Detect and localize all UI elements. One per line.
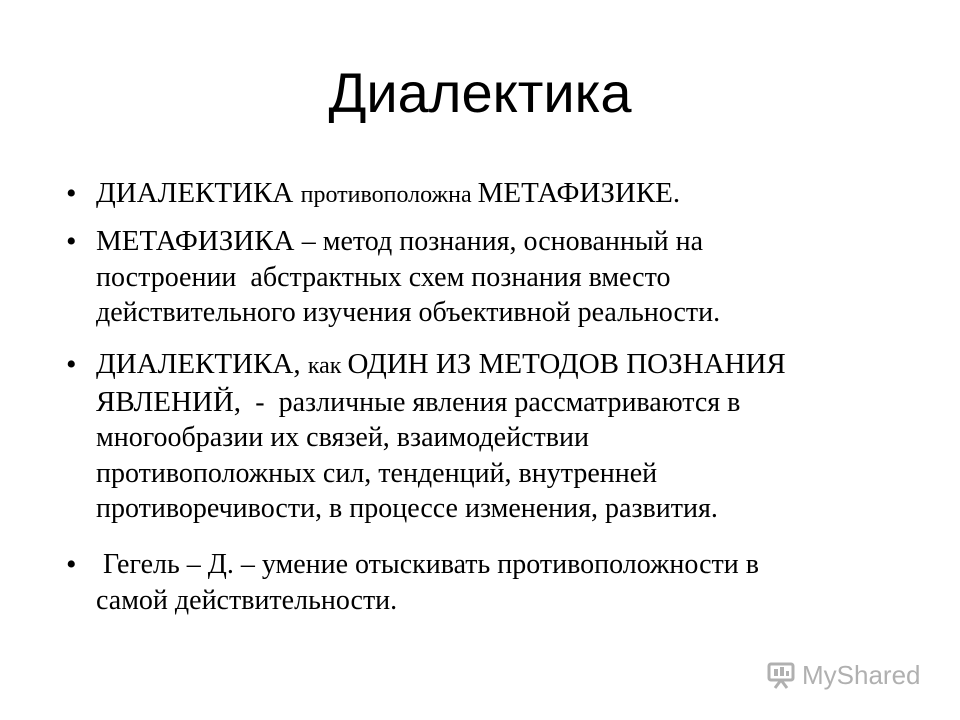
text-segment: построении абстрактных схем познания вместо (96, 261, 671, 293)
bullet-text (96, 224, 886, 331)
text-segment: самой действительности. (96, 584, 398, 616)
text-segment: ДИАЛЕКТИКА, (96, 348, 308, 380)
bullet-line (96, 456, 886, 492)
bullet-line (96, 176, 886, 214)
text-segment: многообразии их связей, взаимодействии (96, 422, 589, 453)
text-segment: Гегель – Д. – умение отыскивать противоположности в (96, 549, 759, 580)
text-segment: противоположна (300, 182, 478, 208)
text-segment: – метод познания, основанный на (301, 226, 704, 257)
text-segment: противоречивости, в процессе изменения, развития. (96, 493, 718, 524)
bullet-line (96, 491, 886, 527)
text-segment: МЕТАФИЗИКЕ. (477, 177, 681, 209)
bullet-marker: • (66, 177, 77, 210)
text-segment: МЕТАФИЗИКА (96, 225, 302, 257)
text-segment: ЯВЛЕНИЙ, (96, 385, 249, 418)
presentation-board-icon (766, 661, 796, 689)
text-segment: - различные явления рассматриваются в (248, 386, 741, 418)
text-segment: противоположных сил, тенденций, внутренней (96, 457, 658, 489)
text-segment: как (307, 353, 348, 379)
bullet-line (96, 547, 886, 583)
slide-title: Диалектика (328, 61, 632, 124)
bullet-line (96, 583, 886, 619)
text-segment: ДИАЛЕКТИКА (96, 177, 301, 209)
bullet-line (96, 420, 886, 456)
watermark-text: MyShared (802, 660, 921, 690)
bullet-line (96, 260, 886, 296)
bullet-text (96, 547, 886, 618)
text-segment: ОДИН ИЗ МЕТОДОВ ПОЗНАНИЯ (347, 348, 786, 380)
bullet-line (96, 224, 886, 260)
bullet-marker: • (66, 548, 77, 581)
bullet-text (96, 347, 886, 527)
text-segment: действительного изучения объективной реальности. (96, 297, 721, 328)
bullet-text (96, 176, 886, 214)
bullet-marker: • (66, 225, 77, 258)
bullet-line (96, 385, 886, 421)
bullet-marker: • (66, 348, 77, 381)
watermark-logo (766, 658, 936, 692)
bullet-line (96, 295, 886, 331)
bullet-line (96, 347, 886, 385)
